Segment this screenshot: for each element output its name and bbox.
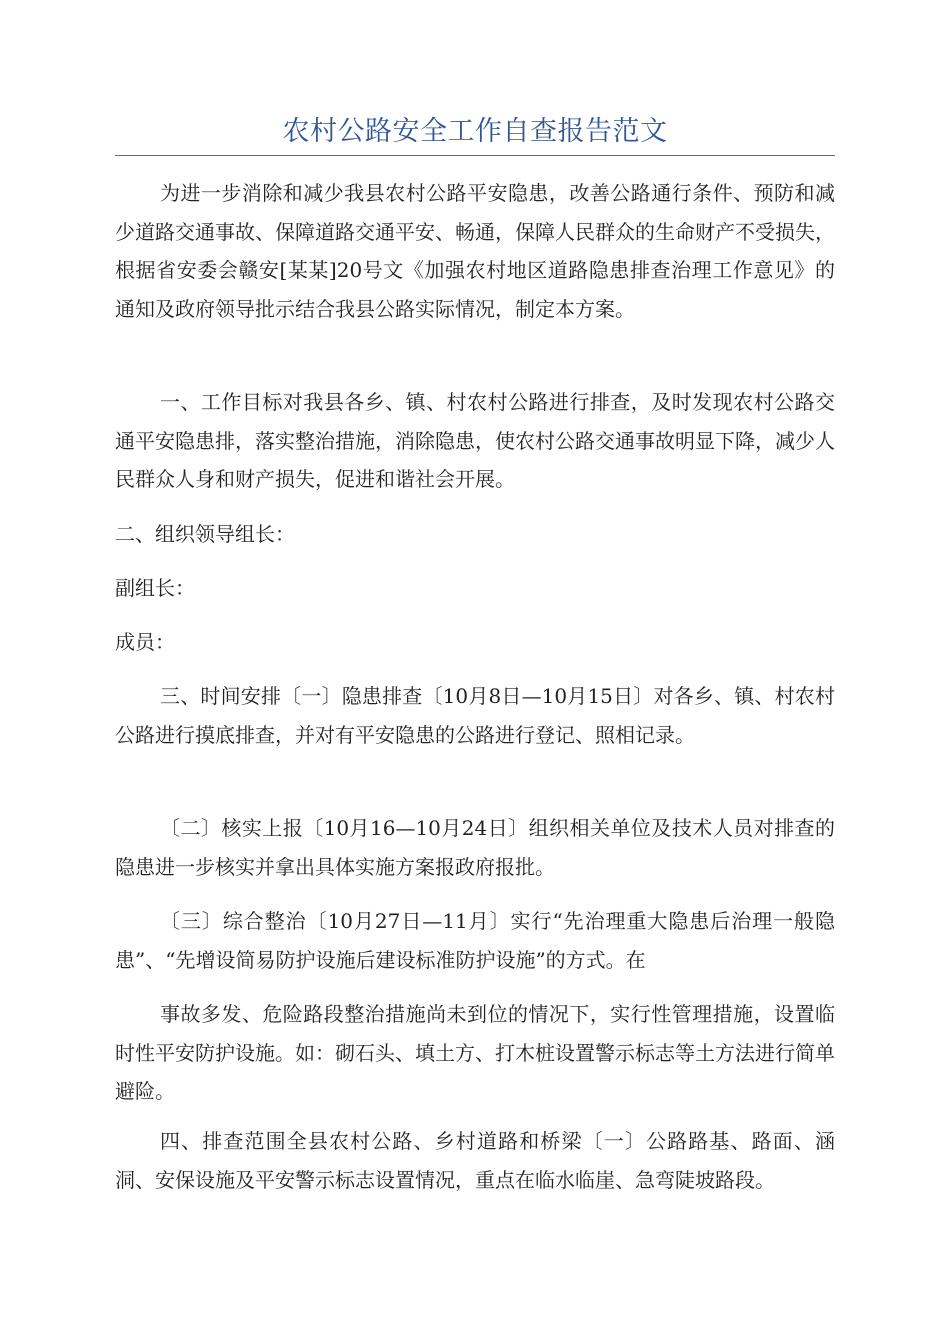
paragraph-deputy-leader: 副组长： xyxy=(115,576,195,600)
paragraph-members: 成员： xyxy=(115,630,175,654)
paragraph-verify-report: 〔二〕核实上报〔10月16—10月24日〕组织相关单位及技术人员对排查的隐患进一步核实并拿出具体实施方案报政府报批。 xyxy=(115,816,835,879)
paragraph-section-3: 三、时间安排〔一〕隐患排查〔10月8日—10月15日〕对各乡、镇、村农村公路进行摸底排查，并对有平安隐患的公路进行登记、照相记录。 xyxy=(115,684,835,747)
title-underline xyxy=(115,155,835,156)
paragraph-section-2: 二、组织领导组长： xyxy=(115,522,295,546)
paragraph-section-4: 四、排查范围全县农村公路、乡村道路和桥梁〔一〕公路路基、路面、涵洞、安保设施及平安警示标志设置情况，重点在临水临崖、急弯陡坡路段。 xyxy=(115,1129,835,1192)
document-title: 农村公路安全工作自查报告范文 xyxy=(282,116,668,147)
paragraph-comprehensive-rectification: 〔三〕综合整治〔10月27日—11月〕实行“先治理重大隐患后治理一般隐患”、“先增设简易防护设施后建设标准防护设施”的方式。在 xyxy=(115,909,835,972)
paragraph-intro: 为进一步消除和减少我县农村公路平安隐患，改善公路通行条件、预防和减少道路交通事故、保障道路交通平安、畅通，保障人民群众的生命财产不受损失，根据省安委会赣安[某某]20号文《加强农村地区道路隐患排查治理工作意见》的通知及政府领导批示结合我县公路实际情况，制定本方案。 xyxy=(115,181,835,321)
paragraph-temporary-measures: 事故多发、危险路段整治措施尚未到位的情况下，实行性管理措施，设置临时性平安防护设施。如：砌石头、填土方、打木桩设置警示标志等土方法进行简单避险。 xyxy=(115,1002,835,1103)
paragraph-section-1: 一、工作目标对我县各乡、镇、村农村公路进行排查，及时发现农村公路交通平安隐患排，落实整治措施，消除隐患，使农村公路交通事故明显下降，减少人民群众人身和财产损失，促进和谐社会开展。 xyxy=(115,390,835,491)
